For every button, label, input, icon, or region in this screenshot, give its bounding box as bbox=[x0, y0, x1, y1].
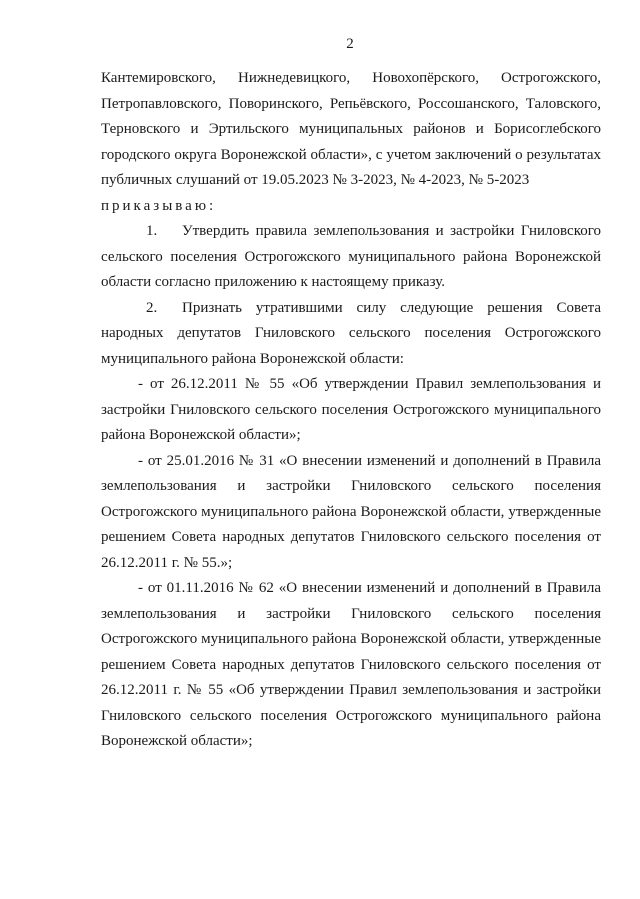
repealed-decision-1: - от 26.12.2011 № 55 «Об утверждении Правил землепользования и застройки Гниловского сельского поселения Острогожского муниципального района Воронежской области»; bbox=[101, 376, 601, 443]
order-word-text: приказываю: bbox=[101, 197, 217, 214]
intro-paragraph: Кантемировского, Нижнедевицкого, Новохопёрского, Острогожского, Петропавловского, Поворинского, Репьёвского, Россошанского, Таловского, Терновского и Эртильского муниципальных районов и Борисоглебского городского округа Воронежской области», с учетом заключений о результатах публичных слушаний от 19.05.2023 № 3-2023, № 4-2023, № 5-2023 bbox=[101, 70, 601, 188]
page-number: 2 bbox=[346, 36, 354, 52]
item-2-number: 2. bbox=[146, 299, 158, 316]
document-body bbox=[101, 66, 601, 755]
item-2-paragraph bbox=[101, 296, 601, 373]
order-word bbox=[101, 194, 601, 220]
repealed-decision-3: - от 01.11.2016 № 62 «О внесении изменений и дополнений в Правила землепользования и застройки Гниловского сельского поселения Острогожского муниципального района Воронежской области, утвержденные решением Совета народных депутатов Гниловского сельского поселения от 26.12.2011 г. № 55 «Об утверждении Правил землепользования и застройки Гниловского сельского поселения Острогожского муниципального района Воронежской области»; bbox=[101, 580, 601, 749]
item-1-number: 1. bbox=[146, 223, 158, 239]
item-2-text: Признать утратившими силу следующие решения Совета народных депутатов Гниловского сельского поселения Острогожского муниципального района Воронежской области: bbox=[101, 299, 601, 367]
item-1-paragraph bbox=[101, 219, 601, 296]
repealed-decision-2: - от 25.01.2016 № 31 «О внесении изменений и дополнений в Правила землепользования и застройки Гниловского сельского поселения Острогожского муниципального района Воронежской области, утвержденные решением Совета народных депутатов Гниловского сельского поселения от 26.12.2011 г. № 55.»; bbox=[101, 452, 601, 571]
item-1-text: Утвердить правила землепользования и застройки Гниловского сельского поселения Острогожского муниципального района Воронежской области согласно приложению к настоящему приказу. bbox=[101, 223, 601, 290]
